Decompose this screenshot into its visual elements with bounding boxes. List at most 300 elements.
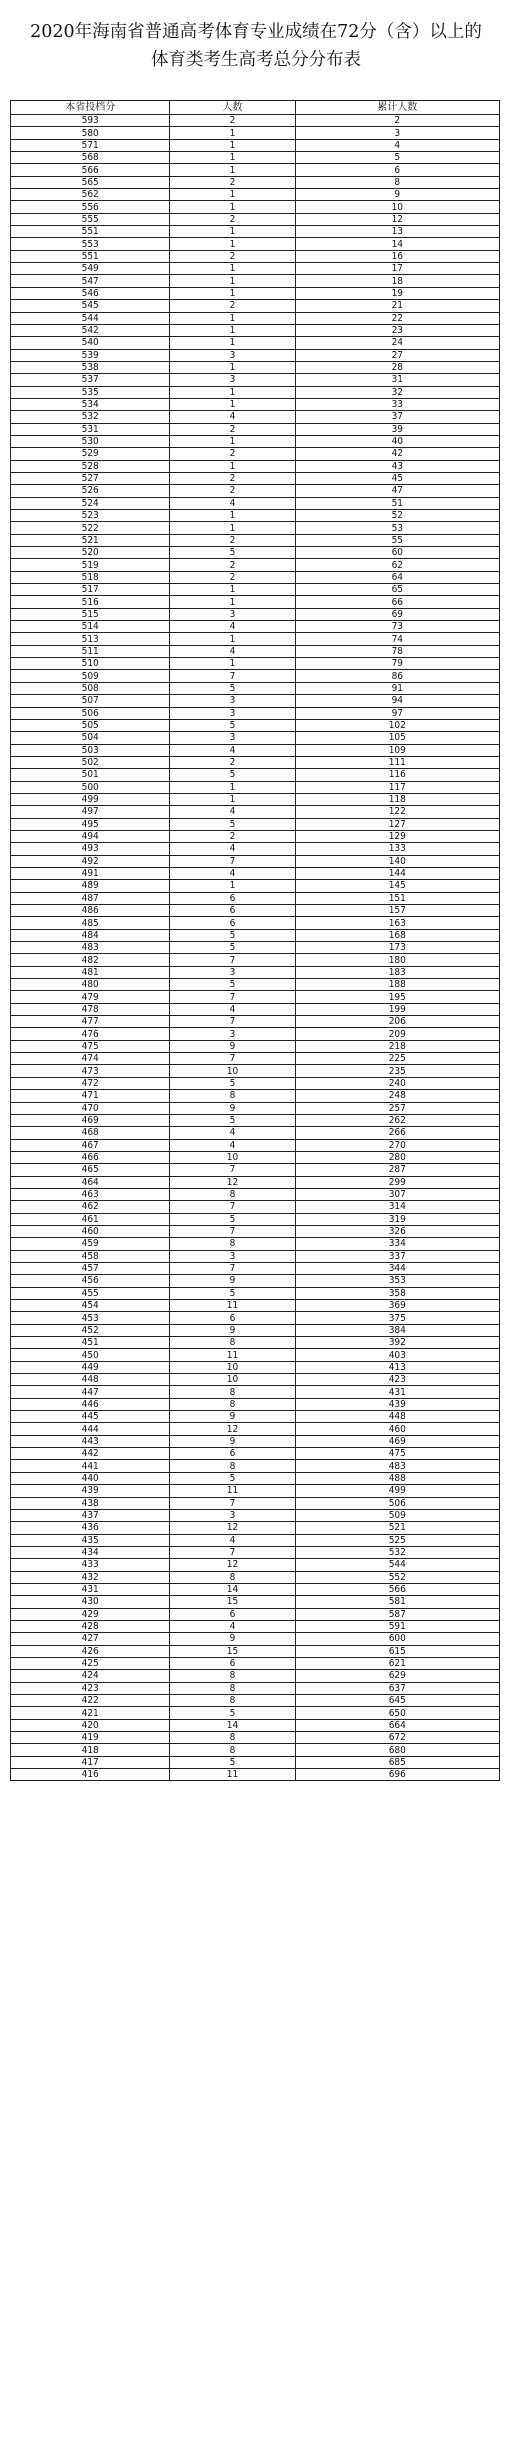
table-row [11, 1620, 500, 1632]
table-row [11, 213, 500, 225]
cell-cumulative: 240 [295, 1077, 499, 1089]
table-row [11, 1435, 500, 1447]
table-row [11, 966, 500, 978]
cell-count: 7 [170, 670, 295, 682]
cell-count: 1 [170, 275, 295, 287]
cell-count: 1 [170, 263, 295, 275]
table-row [11, 1003, 500, 1015]
cell-score: 434 [11, 1546, 170, 1558]
table-row [11, 1534, 500, 1546]
table-row [11, 781, 500, 793]
cell-cumulative: 287 [295, 1164, 499, 1176]
cell-count: 5 [170, 719, 295, 731]
cell-score: 422 [11, 1695, 170, 1707]
table-row [11, 176, 500, 188]
cell-count: 4 [170, 867, 295, 879]
table-row [11, 435, 500, 447]
table-row [11, 226, 500, 238]
table-row [11, 1657, 500, 1669]
cell-score: 528 [11, 460, 170, 472]
cell-score: 568 [11, 152, 170, 164]
cell-count: 1 [170, 460, 295, 472]
cell-count: 8 [170, 1670, 295, 1682]
cell-cumulative: 4 [295, 139, 499, 151]
cell-cumulative: 60 [295, 547, 499, 559]
cell-score: 551 [11, 250, 170, 262]
cell-count: 1 [170, 781, 295, 793]
cell-count: 4 [170, 645, 295, 657]
cell-score: 546 [11, 287, 170, 299]
cell-cumulative: 375 [295, 1312, 499, 1324]
cell-cumulative: 117 [295, 781, 499, 793]
cell-count: 3 [170, 1028, 295, 1040]
cell-count: 10 [170, 1065, 295, 1077]
cell-count: 11 [170, 1485, 295, 1497]
cell-score: 484 [11, 929, 170, 941]
table-row [11, 1559, 500, 1571]
table-row [11, 571, 500, 583]
cell-count: 5 [170, 1472, 295, 1484]
cell-count: 5 [170, 942, 295, 954]
table-row [11, 1645, 500, 1657]
cell-count: 8 [170, 1188, 295, 1200]
table-row [11, 189, 500, 201]
cell-score: 424 [11, 1670, 170, 1682]
cell-score: 494 [11, 830, 170, 842]
table-row [11, 732, 500, 744]
cell-score: 458 [11, 1250, 170, 1262]
cell-cumulative: 248 [295, 1090, 499, 1102]
table-row [11, 1719, 500, 1731]
cell-cumulative: 51 [295, 497, 499, 509]
cell-cumulative: 188 [295, 979, 499, 991]
cell-score: 565 [11, 176, 170, 188]
cell-cumulative: 3 [295, 127, 499, 139]
cell-count: 5 [170, 1114, 295, 1126]
table-row [11, 472, 500, 484]
cell-score: 416 [11, 1769, 170, 1781]
table-row [11, 1596, 500, 1608]
cell-cumulative: 344 [295, 1262, 499, 1274]
cell-count: 6 [170, 1608, 295, 1620]
cell-count: 7 [170, 991, 295, 1003]
cell-cumulative: 18 [295, 275, 499, 287]
table-row [11, 386, 500, 398]
table-row [11, 127, 500, 139]
cell-score: 459 [11, 1238, 170, 1250]
cell-cumulative: 587 [295, 1608, 499, 1620]
cell-score: 427 [11, 1633, 170, 1645]
cell-count: 2 [170, 472, 295, 484]
cell-score: 531 [11, 423, 170, 435]
table-row [11, 1497, 500, 1509]
cell-score: 471 [11, 1090, 170, 1102]
cell-count: 7 [170, 855, 295, 867]
cell-count: 5 [170, 818, 295, 830]
cell-count: 8 [170, 1682, 295, 1694]
table-row [11, 892, 500, 904]
cell-cumulative: 12 [295, 213, 499, 225]
cell-cumulative: 62 [295, 559, 499, 571]
cell-cumulative: 209 [295, 1028, 499, 1040]
cell-count: 14 [170, 1583, 295, 1595]
cell-score: 520 [11, 547, 170, 559]
table-row [11, 139, 500, 151]
table-row [11, 1324, 500, 1336]
cell-count: 5 [170, 1077, 295, 1089]
table-row [11, 867, 500, 879]
table-row [11, 337, 500, 349]
cell-cumulative: 129 [295, 830, 499, 842]
cell-score: 433 [11, 1559, 170, 1571]
cell-score: 423 [11, 1682, 170, 1694]
cell-cumulative: 225 [295, 1053, 499, 1065]
table-row [11, 250, 500, 262]
cell-cumulative: 24 [295, 337, 499, 349]
cell-score: 447 [11, 1386, 170, 1398]
cell-count: 12 [170, 1559, 295, 1571]
table-row [11, 645, 500, 657]
cell-score: 511 [11, 645, 170, 657]
cell-count: 2 [170, 534, 295, 546]
table-row [11, 793, 500, 805]
cell-score: 469 [11, 1114, 170, 1126]
cell-count: 1 [170, 152, 295, 164]
cell-count: 1 [170, 510, 295, 522]
cell-score: 504 [11, 732, 170, 744]
table-row [11, 608, 500, 620]
table-row [11, 991, 500, 1003]
table-row [11, 1201, 500, 1213]
cell-count: 1 [170, 139, 295, 151]
cell-count: 7 [170, 954, 295, 966]
cell-cumulative: 615 [295, 1645, 499, 1657]
cell-score: 501 [11, 769, 170, 781]
table-body [11, 115, 500, 1781]
cell-count: 1 [170, 522, 295, 534]
cell-score: 455 [11, 1287, 170, 1299]
table-row [11, 312, 500, 324]
cell-score: 473 [11, 1065, 170, 1077]
cell-score: 497 [11, 806, 170, 818]
table-row [11, 1053, 500, 1065]
table-row [11, 324, 500, 336]
cell-cumulative: 52 [295, 510, 499, 522]
cell-cumulative: 621 [295, 1657, 499, 1669]
cell-count: 12 [170, 1423, 295, 1435]
cell-count: 1 [170, 201, 295, 213]
cell-score: 593 [11, 115, 170, 127]
cell-count: 6 [170, 892, 295, 904]
cell-score: 446 [11, 1398, 170, 1410]
cell-count: 2 [170, 571, 295, 583]
table-row [11, 1114, 500, 1126]
table-row [11, 1077, 500, 1089]
table-row [11, 695, 500, 707]
cell-score: 492 [11, 855, 170, 867]
cell-cumulative: 32 [295, 386, 499, 398]
cell-count: 2 [170, 559, 295, 571]
cell-score: 438 [11, 1497, 170, 1509]
table-row [11, 1398, 500, 1410]
cell-count: 9 [170, 1102, 295, 1114]
cell-count: 7 [170, 1262, 295, 1274]
table-row [11, 374, 500, 386]
cell-score: 508 [11, 682, 170, 694]
cell-count: 4 [170, 1534, 295, 1546]
cell-score: 445 [11, 1411, 170, 1423]
cell-score: 529 [11, 448, 170, 460]
cell-count: 1 [170, 361, 295, 373]
cell-score: 467 [11, 1139, 170, 1151]
cell-cumulative: 384 [295, 1324, 499, 1336]
cell-count: 4 [170, 411, 295, 423]
cell-cumulative: 43 [295, 460, 499, 472]
cell-cumulative: 499 [295, 1485, 499, 1497]
cell-count: 4 [170, 843, 295, 855]
cell-cumulative: 392 [295, 1337, 499, 1349]
cell-cumulative: 235 [295, 1065, 499, 1077]
table-row [11, 164, 500, 176]
title-line-1: 2020年海南省普通高考体育专业成绩在72分（含）以上的 [30, 22, 482, 42]
cell-score: 429 [11, 1608, 170, 1620]
table-row [11, 497, 500, 509]
cell-count: 1 [170, 337, 295, 349]
cell-score: 452 [11, 1324, 170, 1336]
table-row [11, 719, 500, 731]
table-row [11, 1509, 500, 1521]
cell-count: 7 [170, 1546, 295, 1558]
table-row [11, 201, 500, 213]
cell-count: 6 [170, 917, 295, 929]
cell-cumulative: 19 [295, 287, 499, 299]
cell-cumulative: 218 [295, 1040, 499, 1052]
header-score: 本省投档分 [11, 101, 170, 115]
cell-score: 468 [11, 1127, 170, 1139]
cell-count: 4 [170, 497, 295, 509]
table-row [11, 1583, 500, 1595]
cell-cumulative: 31 [295, 374, 499, 386]
cell-cumulative: 102 [295, 719, 499, 731]
cell-score: 453 [11, 1312, 170, 1324]
cell-cumulative: 17 [295, 263, 499, 275]
cell-count: 1 [170, 164, 295, 176]
table-row [11, 1188, 500, 1200]
cell-score: 532 [11, 411, 170, 423]
table-row [11, 485, 500, 497]
cell-cumulative: 151 [295, 892, 499, 904]
cell-score: 540 [11, 337, 170, 349]
cell-cumulative: 13 [295, 226, 499, 238]
cell-score: 515 [11, 608, 170, 620]
cell-count: 1 [170, 596, 295, 608]
table-row [11, 300, 500, 312]
cell-cumulative: 488 [295, 1472, 499, 1484]
table-row [11, 1213, 500, 1225]
cell-score: 509 [11, 670, 170, 682]
cell-cumulative: 544 [295, 1559, 499, 1571]
cell-cumulative: 91 [295, 682, 499, 694]
table-row [11, 1423, 500, 1435]
cell-cumulative: 532 [295, 1546, 499, 1558]
cell-score: 431 [11, 1583, 170, 1595]
cell-count: 3 [170, 608, 295, 620]
table-row [11, 707, 500, 719]
cell-score: 420 [11, 1719, 170, 1731]
table-row [11, 658, 500, 670]
cell-score: 460 [11, 1225, 170, 1237]
table-row [11, 1695, 500, 1707]
cell-cumulative: 144 [295, 867, 499, 879]
cell-score: 457 [11, 1262, 170, 1274]
cell-score: 513 [11, 633, 170, 645]
cell-score: 477 [11, 1016, 170, 1028]
cell-count: 1 [170, 312, 295, 324]
table-row [11, 398, 500, 410]
table-row [11, 1016, 500, 1028]
cell-cumulative: 696 [295, 1769, 499, 1781]
cell-cumulative: 645 [295, 1695, 499, 1707]
cell-count: 1 [170, 880, 295, 892]
cell-cumulative: 10 [295, 201, 499, 213]
cell-score: 519 [11, 559, 170, 571]
cell-score: 476 [11, 1028, 170, 1040]
cell-cumulative: 206 [295, 1016, 499, 1028]
cell-cumulative: 27 [295, 349, 499, 361]
cell-cumulative: 16 [295, 250, 499, 262]
cell-score: 535 [11, 386, 170, 398]
cell-count: 10 [170, 1361, 295, 1373]
cell-score: 472 [11, 1077, 170, 1089]
cell-cumulative: 42 [295, 448, 499, 460]
cell-score: 481 [11, 966, 170, 978]
cell-score: 562 [11, 189, 170, 201]
cell-score: 539 [11, 349, 170, 361]
table-row [11, 806, 500, 818]
cell-count: 1 [170, 324, 295, 336]
cell-score: 418 [11, 1744, 170, 1756]
cell-score: 537 [11, 374, 170, 386]
cell-score: 430 [11, 1596, 170, 1608]
cell-cumulative: 266 [295, 1127, 499, 1139]
table-row [11, 1287, 500, 1299]
cell-score: 503 [11, 744, 170, 756]
table-row [11, 1769, 500, 1781]
cell-count: 5 [170, 1213, 295, 1225]
cell-score: 549 [11, 263, 170, 275]
cell-score: 571 [11, 139, 170, 151]
score-distribution-table [10, 100, 500, 1781]
cell-count: 4 [170, 1620, 295, 1632]
table-row [11, 1275, 500, 1287]
table-row [11, 1608, 500, 1620]
table-row [11, 1151, 500, 1163]
cell-cumulative: 334 [295, 1238, 499, 1250]
cell-cumulative: 337 [295, 1250, 499, 1262]
table-row [11, 1386, 500, 1398]
table-row [11, 547, 500, 559]
cell-score: 486 [11, 905, 170, 917]
cell-count: 9 [170, 1275, 295, 1287]
cell-count: 5 [170, 769, 295, 781]
cell-cumulative: 506 [295, 1497, 499, 1509]
cell-score: 443 [11, 1435, 170, 1447]
table-row [11, 510, 500, 522]
cell-count: 9 [170, 1411, 295, 1423]
cell-cumulative: 168 [295, 929, 499, 941]
cell-score: 439 [11, 1485, 170, 1497]
cell-cumulative: 581 [295, 1596, 499, 1608]
table-row [11, 115, 500, 127]
cell-score: 499 [11, 793, 170, 805]
cell-score: 495 [11, 818, 170, 830]
cell-score: 485 [11, 917, 170, 929]
cell-count: 2 [170, 213, 295, 225]
cell-score: 437 [11, 1509, 170, 1521]
cell-cumulative: 55 [295, 534, 499, 546]
cell-score: 470 [11, 1102, 170, 1114]
cell-count: 3 [170, 695, 295, 707]
cell-cumulative: 8 [295, 176, 499, 188]
cell-cumulative: 74 [295, 633, 499, 645]
table-row [11, 1300, 500, 1312]
cell-cumulative: 37 [295, 411, 499, 423]
cell-count: 4 [170, 1003, 295, 1015]
cell-score: 480 [11, 979, 170, 991]
cell-score: 506 [11, 707, 170, 719]
cell-cumulative: 53 [295, 522, 499, 534]
cell-score: 463 [11, 1188, 170, 1200]
table-row [11, 1485, 500, 1497]
cell-score: 510 [11, 658, 170, 670]
table-row [11, 621, 500, 633]
table-row [11, 1028, 500, 1040]
table-row [11, 1522, 500, 1534]
cell-score: 436 [11, 1522, 170, 1534]
cell-count: 2 [170, 448, 295, 460]
cell-cumulative: 413 [295, 1361, 499, 1373]
cell-cumulative: 173 [295, 942, 499, 954]
cell-cumulative: 65 [295, 584, 499, 596]
cell-count: 2 [170, 830, 295, 842]
cell-count: 2 [170, 300, 295, 312]
cell-count: 7 [170, 1164, 295, 1176]
cell-count: 3 [170, 966, 295, 978]
cell-score: 544 [11, 312, 170, 324]
cell-score: 580 [11, 127, 170, 139]
cell-score: 454 [11, 1300, 170, 1312]
table-row [11, 929, 500, 941]
table-row [11, 843, 500, 855]
cell-cumulative: 591 [295, 1620, 499, 1632]
cell-cumulative: 314 [295, 1201, 499, 1213]
cell-cumulative: 521 [295, 1522, 499, 1534]
cell-score: 442 [11, 1448, 170, 1460]
cell-count: 4 [170, 621, 295, 633]
cell-cumulative: 460 [295, 1423, 499, 1435]
cell-cumulative: 525 [295, 1534, 499, 1546]
header-count: 人数 [170, 101, 295, 115]
table-row [11, 1250, 500, 1262]
table-row [11, 1682, 500, 1694]
cell-count: 15 [170, 1596, 295, 1608]
cell-count: 2 [170, 250, 295, 262]
cell-count: 1 [170, 793, 295, 805]
cell-cumulative: 28 [295, 361, 499, 373]
cell-score: 461 [11, 1213, 170, 1225]
cell-count: 7 [170, 1497, 295, 1509]
table-row [11, 411, 500, 423]
